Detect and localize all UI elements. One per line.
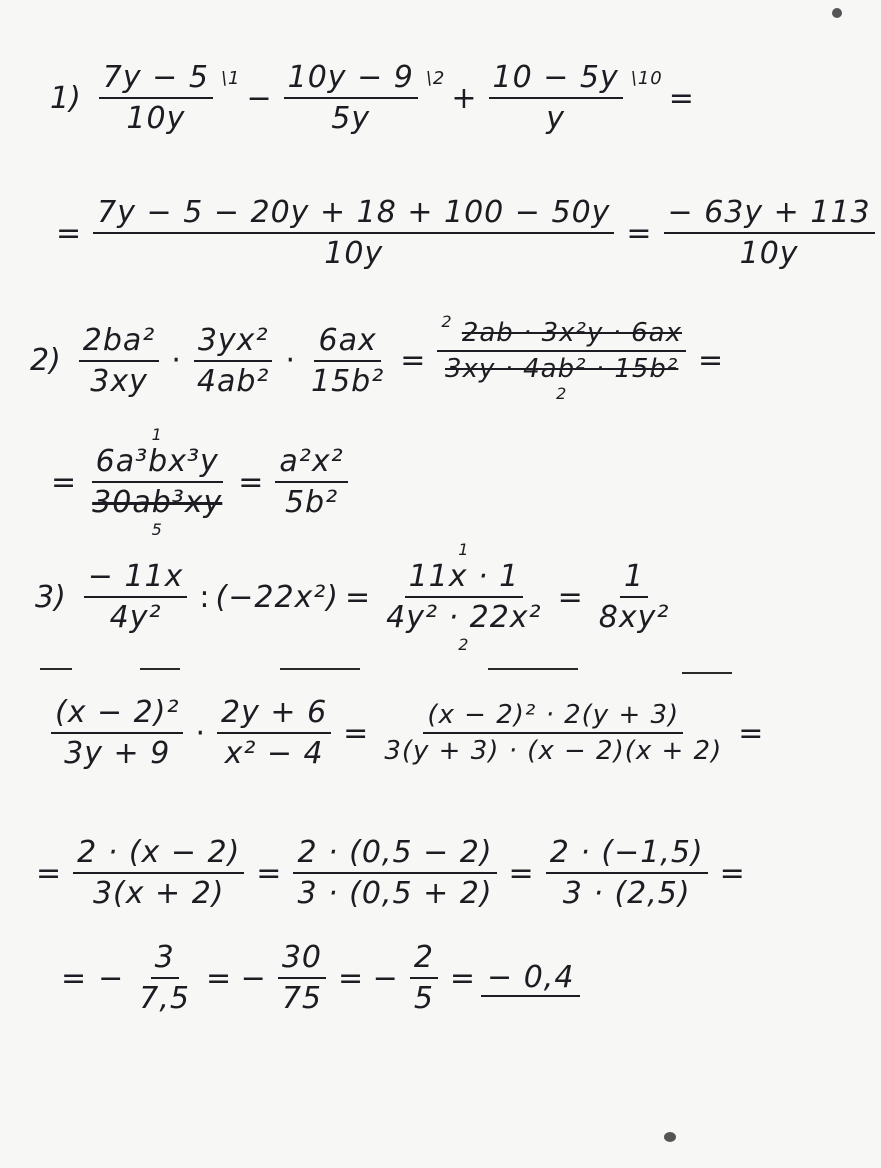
task2-f1-denominator: 3xy [90, 363, 148, 399]
task4-evaluated-fraction [546, 835, 708, 911]
task3-f1-numerator: − 11x [84, 559, 188, 598]
task2-reduced-numerator: 6a³bx³y [92, 444, 223, 483]
separator-dash [40, 668, 72, 670]
task2-fraction-1 [79, 323, 160, 399]
task2-reduction-bottom: 2 [556, 384, 568, 403]
task4-expression [45, 695, 769, 771]
task4-substitution-line [30, 835, 751, 911]
task2-result-line [45, 425, 354, 539]
task2-dot-1: · [171, 343, 181, 378]
task3-f2-denominator: 4y² · 22x² [386, 600, 542, 635]
task1-result-fraction [664, 195, 875, 271]
task4-line3-equals-b: = − [338, 960, 398, 996]
task4-f2-numerator: 2y + 6 [217, 695, 331, 734]
task4-combined-fraction [380, 700, 726, 766]
task4-line3-fraction-b [278, 940, 326, 1016]
task1-f1-multiplier: \1 [220, 67, 241, 89]
task4-line3-c-denominator: 5 [413, 981, 434, 1016]
task4-line2-equals: = [36, 855, 62, 891]
task2-equals-2: = [698, 343, 724, 378]
task4-final-answer: − 0,4 [481, 960, 580, 997]
task4-line3-equals-c: = [449, 960, 476, 996]
task4-f2-denominator: x² − 4 [224, 736, 324, 771]
task4-line2-equals-c: = [719, 855, 745, 891]
task4-substituted-fraction [293, 835, 496, 911]
task4-fraction-2 [217, 695, 331, 771]
task4-combined-numerator: (x − 2)² · 2(y + 3) [423, 700, 683, 734]
task1-f3-multiplier: \10 [630, 67, 663, 89]
task1-f3-numerator: 10 − 5y [489, 60, 623, 99]
task1-f2-numerator: 10y − 9 [284, 60, 418, 99]
separator-dash [280, 668, 360, 670]
task1-f1-numerator: 7y − 5 [99, 60, 213, 99]
task4-line2-equals-a: = [256, 855, 282, 891]
task2-combined-numerator [437, 312, 686, 352]
task4-dot: · [195, 715, 206, 751]
task1-f2-multiplier: \2 [425, 67, 446, 89]
task2-equals: = [400, 343, 426, 378]
task2-combined-fraction [437, 312, 686, 403]
task2-combined-denominator-text: 3xy · 4ab² · 15b² [445, 354, 679, 384]
task4-simplified-fraction [73, 835, 244, 911]
task4-line2-equals-b: = [508, 855, 534, 891]
task3-label: 3) [35, 579, 66, 615]
task4-simplified-numerator: 2 · (x − 2) [73, 835, 244, 874]
task1-fraction-1 [99, 60, 213, 136]
task1-combined-denominator: 10y [324, 236, 384, 271]
task2-reduction-top: 2 [441, 312, 453, 331]
task2-fraction-2 [193, 323, 274, 399]
task4-line3-equals-a: = − [206, 960, 266, 996]
task2-f3-denominator: 15b² [310, 363, 385, 399]
task4-fraction-1 [51, 695, 183, 771]
task2-fraction-3 [307, 323, 388, 399]
task2-combined-numerator-text: 2ab · 3x²y · 6ax [461, 318, 682, 348]
task3-result-fraction [595, 559, 674, 635]
task2-reduced-fraction [88, 425, 226, 539]
scan-speck [832, 8, 842, 18]
task1-combined-numerator: 7y − 5 − 20y + 18 + 100 − 50y [93, 195, 614, 234]
task2-f2-denominator: 4ab² [196, 363, 270, 399]
task4-equals: = [343, 715, 369, 751]
task4-line3-minus: − [98, 960, 124, 996]
task3-result-numerator: 1 [620, 559, 648, 598]
task1-f2-denominator: 5y [331, 101, 371, 136]
task1-result-numerator: − 63y + 113 [664, 195, 875, 234]
task1-minus: − [246, 80, 272, 116]
task2-line2-note-top: 1 [151, 425, 163, 444]
task4-substituted-denominator: 3 · (0,5 + 2) [297, 876, 493, 911]
task3-equals: = [345, 579, 371, 615]
task4-f1-denominator: 3y + 9 [64, 736, 171, 771]
task1-line2-equals: = [56, 215, 82, 251]
task4-substituted-numerator: 2 · (0,5 − 2) [293, 835, 496, 874]
task2-line2-note-bottom: 5 [151, 520, 163, 539]
task1-result-denominator: 10y [739, 236, 799, 271]
task2-line2-equals: = [51, 464, 77, 500]
task3-result-denominator: 8xy² [598, 600, 670, 635]
task4-line3-fraction-a [135, 940, 194, 1016]
task2-result-denominator: 5b² [284, 485, 339, 520]
task4-combined-denominator: 3(y + 3) · (x − 2)(x + 2) [384, 736, 723, 766]
task1-expression [50, 60, 700, 136]
task3-equals-2: = [557, 579, 583, 615]
task1-line2-equals-2: = [626, 215, 652, 251]
task2-combined-denominator [441, 352, 682, 384]
task3-f2-numerator: 11x · 1 [405, 559, 524, 598]
task1-equals: = [668, 80, 694, 116]
separator-dash [682, 672, 732, 674]
task4-line3-c-numerator: 2 [410, 940, 438, 979]
task2-f3-numerator: 6ax [314, 323, 380, 362]
task1-f1-denominator: 10y [126, 101, 186, 136]
task1-fraction-3 [489, 60, 623, 136]
task3-fraction-1 [84, 559, 188, 635]
task4-line3-b-numerator: 30 [278, 940, 326, 979]
task1-label: 1) [50, 80, 81, 116]
task3-f1-denominator: 4y² [109, 600, 162, 635]
task3-divisor: (−22x²) [215, 579, 340, 615]
task4-simplified-denominator: 3(x + 2) [92, 876, 225, 911]
separator-dash [488, 668, 578, 670]
scan-speck [664, 1132, 676, 1142]
task3-expression [35, 540, 679, 654]
task1-plus: + [451, 80, 477, 116]
task2-result-numerator: a²x² [275, 444, 347, 483]
task1-combined-fraction [93, 195, 614, 271]
task1-f3-denominator: y [546, 101, 566, 136]
task3-divide: : [199, 579, 210, 615]
task1-fraction-2 [284, 60, 418, 136]
task2-result-fraction [275, 444, 347, 520]
task3-note-top: 1 [458, 540, 470, 559]
task4-line3-a-denominator: 7,5 [139, 981, 190, 1016]
task4-line3-a-numerator: 3 [151, 940, 179, 979]
task2-expression [30, 312, 729, 403]
separator-dash [140, 668, 180, 670]
task2-dot-2: · [285, 343, 295, 378]
task4-line3-b-denominator: 75 [281, 981, 322, 1016]
task2-line2-equals-2: = [238, 464, 264, 500]
task4-evaluated-numerator: 2 · (−1,5) [546, 835, 708, 874]
task3-fraction-2 [382, 540, 545, 654]
task4-evaluated-denominator: 3 · (2,5) [562, 876, 691, 911]
task2-label: 2) [30, 343, 61, 378]
task4-equals-2: = [738, 715, 764, 751]
task2-reduced-denominator: 30ab³xy [92, 485, 223, 520]
task1-result-line [50, 195, 881, 271]
task2-f2-numerator: 3yx² [194, 323, 273, 362]
task4-line3-fraction-c [410, 940, 438, 1016]
task4-f1-numerator: (x − 2)² [51, 695, 183, 734]
task3-note-bottom: 2 [458, 635, 470, 654]
task2-f1-numerator: 2ba² [79, 323, 160, 362]
task4-final-line [55, 940, 580, 1016]
task4-line3-equals: = [61, 960, 87, 996]
